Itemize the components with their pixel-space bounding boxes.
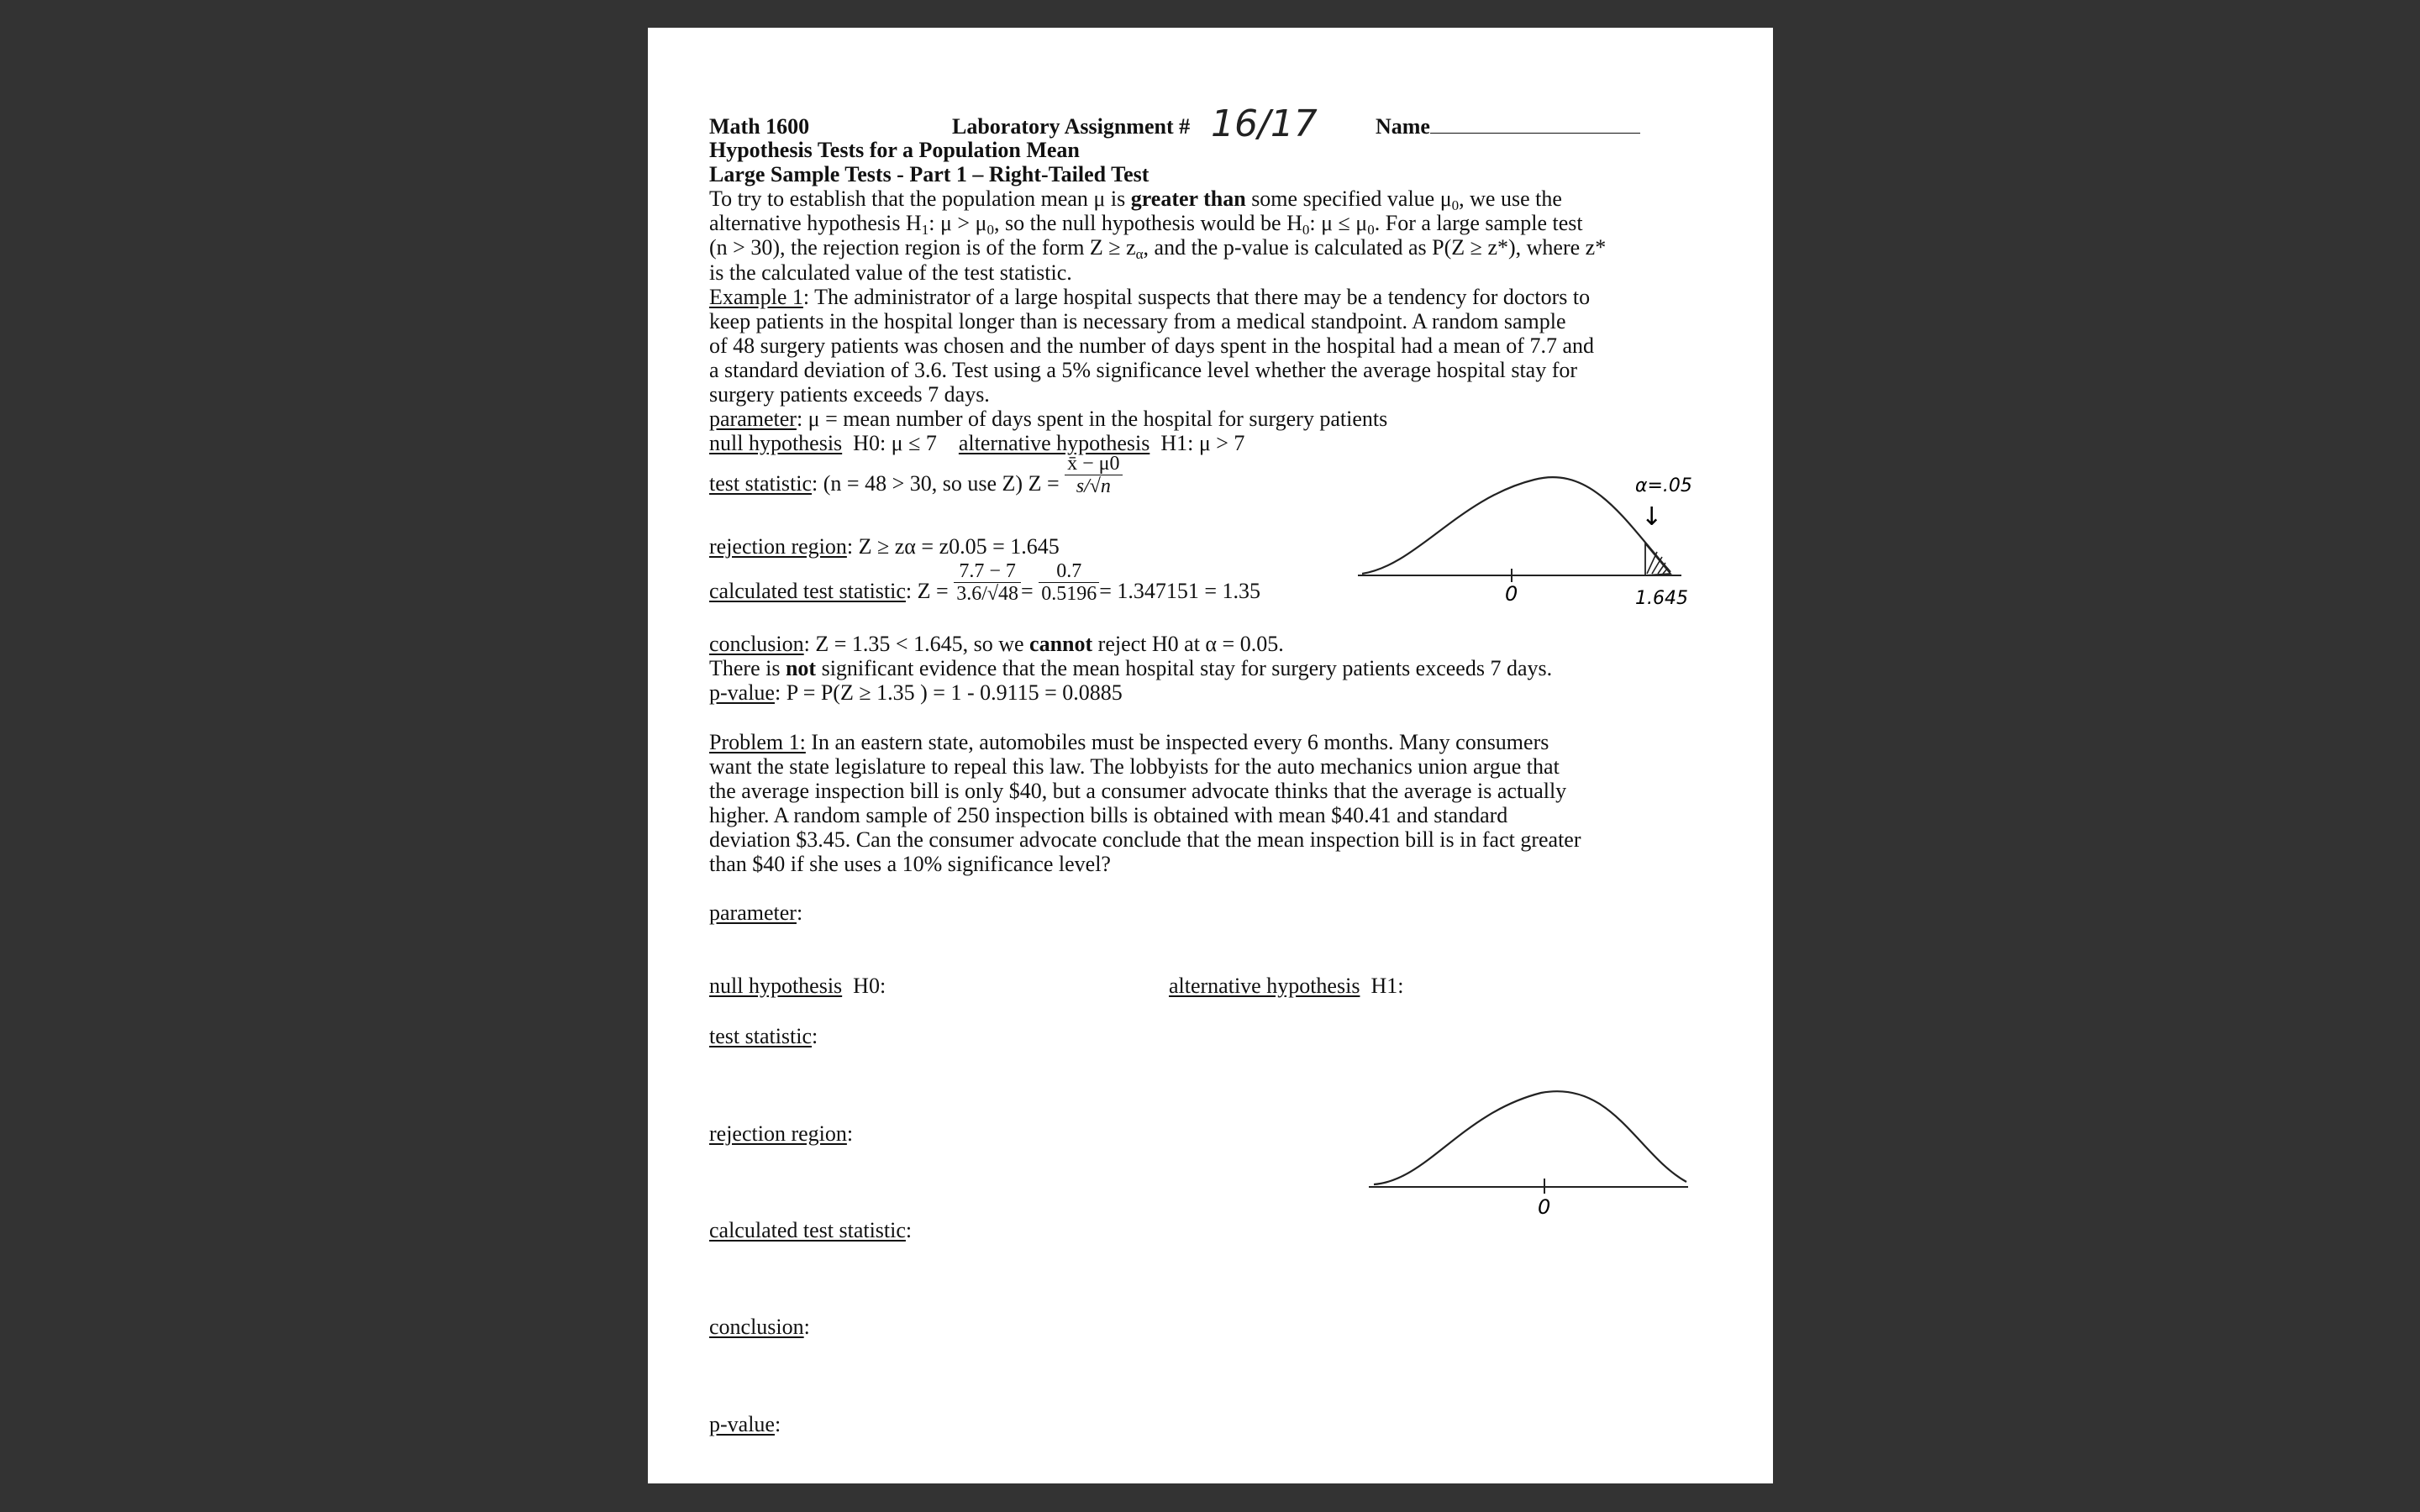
example-calculated-statistic: calculated test statistic: Z = $\frac{7.7 - 7}{3.6/√48}$ = $\frac{0.7}{0.5196}$ = 1.347151 = 1.35 [709,559,1261,605]
name-label: Name [1376,114,1430,139]
example-line-4: a standard deviation of 3.6. Test using a 5% significance level whether the average hospital stay for [709,358,1578,382]
name-field[interactable] [1376,114,1640,139]
problem-line-4: higher. A random sample of 250 inspection bills is obtained with mean $40.41 and standard [709,803,1508,827]
problem-alt-hypothesis: alternative hypothesis H1: [1169,974,1404,998]
example-line-2: keep patients in the hospital longer than is necessary from a medical standpoint. A random sample [709,309,1566,333]
example-line-3: of 48 surgery patients was chosen and the number of days spent in the hospital had a mean of 7.7 and [709,333,1594,358]
assignment-number-handwritten: 16/17 [1211,102,1318,145]
example-null-text: H0: μ ≤ 7 [853,431,937,455]
problem-line-5: deviation $3.45. Can the consumer advocate conclude that the mean inspection bill is in fact greater [709,827,1581,852]
problem-line-2: want the state legislature to repeal this law. The lobbyists for the auto mechanics union argue that [709,754,1560,779]
intro-line-4: is the calculated value of the test statistic. [709,260,1072,285]
assignment-label: Laboratory Assignment # [952,114,1191,139]
example-hypotheses: null hypothesis H0: μ ≤ 7 alternative hypothesis H1: μ > 7 [709,431,1245,455]
intro-line-2: alternative hypothesis $H_1$: $\mu > \mu_0$, so the null hypothesis would be $H_0$: $\mu \le \mu_0$. For a large sample test [709,211,1583,238]
example-alt-text: H1: μ > 7 [1160,431,1245,455]
problem-null-hypothesis: null hypothesis H0: [709,974,886,998]
example-label: Example 1 [709,285,803,309]
problem-normal-curve [1369,1054,1705,1222]
problem-bell-curve [1374,1091,1686,1184]
problem-zero-label: 0 [1538,1195,1551,1219]
problem-test-statistic: test statistic: [709,1024,818,1048]
problem-label: Problem 1: [709,730,806,754]
example-zero-label: 0 [1505,582,1518,606]
z-formula-fraction: $\frac{x̄ - \mu 0}{s/√n}$ [1065,453,1122,497]
problem-line-1: Problem 1: In an eastern state, automobiles must be inspected every 6 months. Many consumers [709,730,1549,754]
problem-p-value: p-value: [709,1412,781,1436]
problem-line-3: the average inspection bill is only $40, but a consumer advocate thinks that the average is actually [709,779,1567,803]
example-p-value: p-value: P = P(Z ≥ 1.35 ) = 1 - 0.9115 = 0.0885 [709,680,1123,705]
name-blank[interactable] [1430,114,1640,134]
problem-conclusion: conclusion: [709,1315,810,1339]
critical-value-label: 1.645 [1635,588,1688,609]
example-test-statistic: test statistic: (n = 48 > 30, so use Z) Z = $\frac{x̄ - \mu 0}{s/√n}$ [709,471,1123,497]
rejection-tail-hatch [1647,552,1668,574]
example-normal-curve [1358,431,1694,624]
example-evidence: There is not significant evidence that the mean hospital stay for surgery patients exceeds 7 days. [709,656,1553,680]
worksheet-page [648,28,1773,1483]
alpha-note: α=.05 [1635,475,1692,496]
calc-fraction-2: $\frac{0.7}{0.5196}$ [1039,560,1099,605]
worksheet-subtitle: Large Sample Tests - Part 1 – Right-Tailed Test [709,162,1150,186]
calc-fraction-1: $\frac{7.7 - 7}{3.6/√48}$ [954,560,1021,605]
intro-line-1: To try to establish that the population mean μ is greater than some specified value $\mu_0$, we use the [709,186,1562,213]
course-line [709,114,809,139]
example-parameter: parameter: μ = mean number of days spent in the hospital for surgery patients [709,407,1388,431]
example-conclusion: conclusion: Z = 1.35 < 1.645, so we cannot reject H0 at α = 0.05. [709,632,1284,656]
alpha-arrow: ↓ [1641,502,1663,532]
example-line-1: Example 1: The administrator of a large hospital suspects that there may be a tendency for doctors to [709,285,1591,309]
problem-rejection-region: rejection region: [709,1121,854,1146]
example-rejection-region: rejection region: Z ≥ zα = z0.05 = 1.645 [709,534,1060,559]
problem-parameter: parameter: [709,900,803,925]
example-line-5: surgery patients exceeds 7 days. [709,382,990,407]
problem-line-6: than $40 if she uses a 10% significance level? [709,852,1111,876]
example-bell-curve [1362,477,1670,574]
problem-calculated-statistic: calculated test statistic: [709,1218,913,1242]
intro-line-3: (n > 30), the rejection region is of the form $Z \ge z_\alpha$, and the p-value is calculated as P(Z ≥ z*), where z* [709,235,1607,262]
worksheet-title: Hypothesis Tests for a Population Mean [709,138,1080,162]
course-label: Math 1600 [709,114,810,139]
